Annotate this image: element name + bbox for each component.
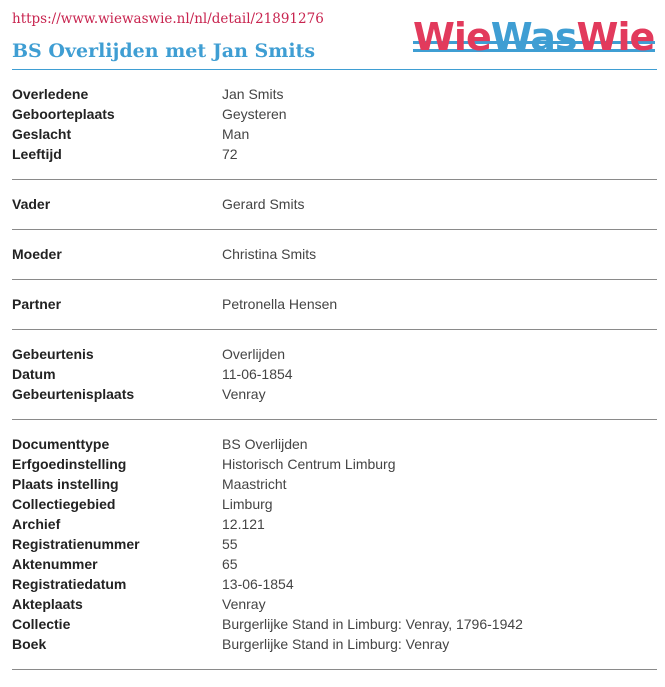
field-value: Man: [222, 126, 250, 142]
field-label: Boek: [12, 636, 47, 652]
field-value: Overlijden: [222, 346, 286, 362]
svg-text:WieWasWie: [413, 15, 654, 59]
field-value: Historisch Centrum Limburg: [222, 456, 396, 472]
record-row: [12, 494, 657, 514]
field-label: Gebeurtenisplaats: [12, 386, 135, 402]
field-label: Documenttype: [12, 436, 110, 452]
field-value: Geysteren: [222, 106, 287, 122]
record-details: [12, 84, 657, 684]
record-row: [12, 594, 657, 614]
title-divider: [12, 69, 657, 70]
record-row: [12, 454, 657, 474]
field-value: Jan Smits: [222, 86, 284, 102]
record-row: [12, 554, 657, 574]
record-row: [12, 84, 657, 104]
field-value: Maastricht: [222, 476, 287, 492]
record-row: [12, 104, 657, 124]
field-label: Geslacht: [12, 126, 72, 142]
record-row: [12, 194, 657, 214]
page-title: BS Overlijden met Jan Smits: [12, 40, 316, 62]
field-value: Limburg: [222, 496, 273, 512]
field-value: Petronella Hensen: [222, 296, 338, 312]
field-value: Burgerlijke Stand in Limburg: Venray: [222, 636, 450, 652]
field-label: Moeder: [12, 246, 62, 262]
field-label: Vader: [12, 196, 51, 212]
record-section: [12, 294, 657, 330]
logo-part-3: Wie: [576, 15, 655, 59]
field-value: 13-06-1854: [222, 576, 294, 592]
field-value: Gerard Smits: [222, 196, 305, 212]
field-value: 72: [222, 146, 238, 162]
record-row: [12, 344, 657, 364]
field-label: Overledene: [12, 86, 89, 102]
record-row: [12, 474, 657, 494]
record-row: [12, 294, 657, 314]
record-section: [12, 84, 657, 180]
record-row: [12, 534, 657, 554]
field-value: 55: [222, 536, 238, 552]
record-section: [12, 244, 657, 280]
field-label: Geboorteplaats: [12, 106, 115, 122]
field-value: 65: [222, 556, 238, 572]
field-label: Datum: [12, 366, 56, 382]
field-value: 12.121: [222, 516, 265, 532]
field-label: Gebeurtenis: [12, 346, 94, 362]
record-row: [12, 434, 657, 454]
logo-part-2: Was: [490, 15, 577, 59]
record-section: [12, 194, 657, 230]
wiewaswie-logo: [411, 8, 657, 64]
record-section: [12, 344, 657, 420]
field-label: Registratienummer: [12, 536, 140, 552]
field-label: Aktenummer: [12, 556, 98, 572]
record-row: [12, 364, 657, 384]
logo-part-1: Wie: [413, 15, 491, 59]
field-label: Erfgoedinstelling: [12, 456, 127, 472]
record-row: [12, 124, 657, 144]
record-row: [12, 144, 657, 164]
field-label: Collectiegebied: [12, 496, 116, 512]
source-url[interactable]: https://www.wiewaswie.nl/nl/detail/21891276: [12, 11, 324, 27]
record-row: [12, 384, 657, 404]
record-row: [12, 244, 657, 264]
field-value: 11-06-1854: [222, 366, 293, 382]
field-label: Partner: [12, 296, 62, 312]
record-row: [12, 634, 657, 654]
field-value: Venray: [222, 596, 266, 612]
record-row: [12, 614, 657, 634]
field-label: Collectie: [12, 616, 71, 632]
field-label: Akteplaats: [12, 596, 83, 612]
field-value: Christina Smits: [222, 246, 317, 262]
field-value: Burgerlijke Stand in Limburg: Venray, 1796-1942: [222, 616, 523, 632]
field-value: Venray: [222, 386, 266, 402]
field-label: Registratiedatum: [12, 576, 127, 592]
field-label: Archief: [12, 516, 61, 532]
field-value: BS Overlijden: [222, 436, 308, 452]
record-section: [12, 434, 657, 670]
record-row: [12, 514, 657, 534]
field-label: Leeftijd: [12, 146, 62, 162]
field-label: Plaats instelling: [12, 476, 119, 492]
record-row: [12, 574, 657, 594]
